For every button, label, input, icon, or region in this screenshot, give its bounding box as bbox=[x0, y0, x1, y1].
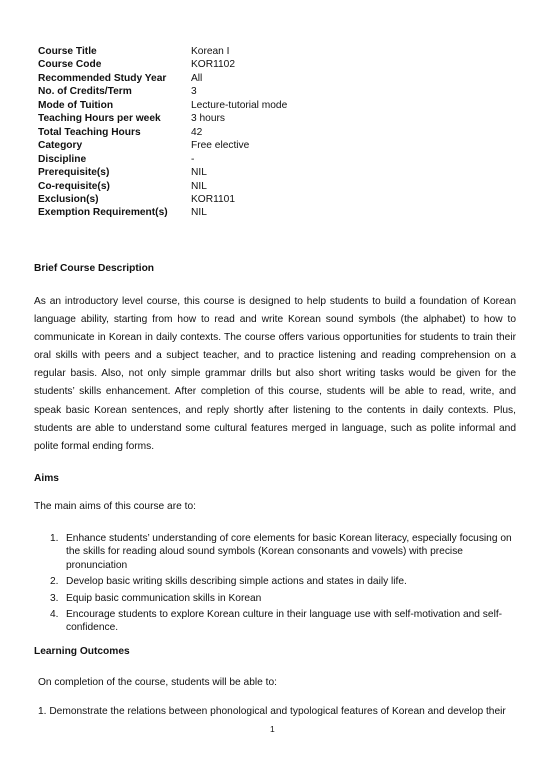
course-info-label: Discipline bbox=[38, 153, 87, 165]
list-item-text: Equip basic communication skills in Korean bbox=[66, 592, 262, 604]
list-item bbox=[50, 575, 520, 588]
course-info-row bbox=[38, 193, 287, 206]
course-info-row bbox=[38, 166, 287, 179]
course-info-table bbox=[38, 45, 287, 220]
course-info-label: No. of Credits/Term bbox=[38, 86, 132, 98]
aims-list bbox=[50, 532, 520, 638]
list-item bbox=[50, 532, 520, 572]
course-info-label: Course Code bbox=[38, 59, 102, 71]
course-info-row bbox=[38, 99, 287, 112]
course-info-value: KOR1102 bbox=[191, 59, 235, 71]
course-info-label: Course Title bbox=[38, 46, 97, 57]
course-info-label: Recommended Study Year bbox=[38, 72, 167, 84]
course-info-row bbox=[38, 85, 287, 98]
course-info-value: All bbox=[191, 72, 203, 84]
course-info-value: 42 bbox=[191, 126, 203, 138]
list-item bbox=[50, 608, 520, 635]
course-info-value: Korean I bbox=[191, 46, 230, 57]
list-item-number: 2. bbox=[50, 576, 59, 588]
outcomes-intro: On completion of the course, students will be able to: bbox=[38, 677, 277, 688]
description-paragraph: As an introductory level course, this course is designed to help students to build a foundation of Korean language ability, starting from how to read and write Korean sound symbols (the alphabet) to how to communicate in Korean in daily contexts. The course offers various opportunities for students to train their oral skills with peers and a subject teacher, and to practice listening and reading comprehension on a regular basis. Also, not only simple grammar drills but also short writing tasks would be given for the students’ skills enhancement. After completion of this course, students will be able to read, write, and speak basic Korean sentences, and reply shortly after listening to the contents in daily contexts. Plus, students are able to understand some cultural features merged in language, such as polite informal and polite formal ending forms. bbox=[34, 296, 516, 452]
course-info-row bbox=[38, 153, 287, 166]
course-info-row bbox=[38, 72, 287, 85]
aims-heading: Aims bbox=[34, 473, 59, 484]
list-item-text: Develop basic writing skills describing simple actions and states in daily life. bbox=[66, 576, 407, 588]
course-info-label: Prerequisite(s) bbox=[38, 167, 110, 179]
learning-outcomes-heading: Learning Outcomes bbox=[34, 646, 130, 657]
course-info-row bbox=[38, 139, 287, 152]
course-info-value: - bbox=[191, 153, 195, 165]
page-number: 1 bbox=[270, 724, 275, 734]
course-info-label: Co-requisite(s) bbox=[38, 180, 110, 192]
list-item bbox=[50, 592, 520, 605]
course-info-label: Mode of Tuition bbox=[38, 99, 114, 111]
course-info-value: 3 bbox=[191, 86, 197, 98]
course-info-value: NIL bbox=[191, 180, 207, 192]
course-info-row bbox=[38, 112, 287, 125]
course-info-label: Total Teaching Hours bbox=[38, 126, 141, 138]
course-info-label: Exclusion(s) bbox=[38, 193, 99, 205]
course-info-row bbox=[38, 180, 287, 193]
course-info-value: Lecture-tutorial mode bbox=[191, 99, 288, 111]
course-info-value: KOR1101 bbox=[191, 193, 235, 205]
description-heading: Brief Course Description bbox=[34, 263, 155, 274]
course-info-value: NIL bbox=[191, 207, 207, 219]
outcome-item: 1. Demonstrate the relations between phonological and typological features of Korean and develop their bbox=[38, 706, 506, 717]
aims-intro: The main aims of this course are to: bbox=[34, 501, 196, 512]
course-info-value: Free elective bbox=[191, 140, 250, 152]
list-item-number: 1. bbox=[50, 533, 59, 544]
course-info-value: NIL bbox=[191, 167, 207, 179]
course-info-row bbox=[38, 45, 287, 58]
course-info-row bbox=[38, 126, 287, 139]
list-item-number: 4. bbox=[50, 609, 59, 621]
course-info-label: Teaching Hours per week bbox=[38, 113, 161, 125]
course-info-row bbox=[38, 58, 287, 71]
list-item-text: Enhance students’ understanding of core elements for basic Korean literacy, especially focusing on the skills for reading aloud sound symbols (Korean consonants and vowels) with precise pronunciation bbox=[66, 533, 512, 571]
list-item-text: Encourage students to explore Korean culture in their language use with self-motivation and self-confidence. bbox=[66, 609, 503, 634]
course-info-label: Exemption Requirement(s) bbox=[38, 207, 168, 219]
course-info-label: Category bbox=[38, 140, 83, 152]
course-info-row bbox=[38, 206, 287, 219]
course-info-value: 3 hours bbox=[191, 113, 225, 125]
list-item-number: 3. bbox=[50, 592, 59, 604]
